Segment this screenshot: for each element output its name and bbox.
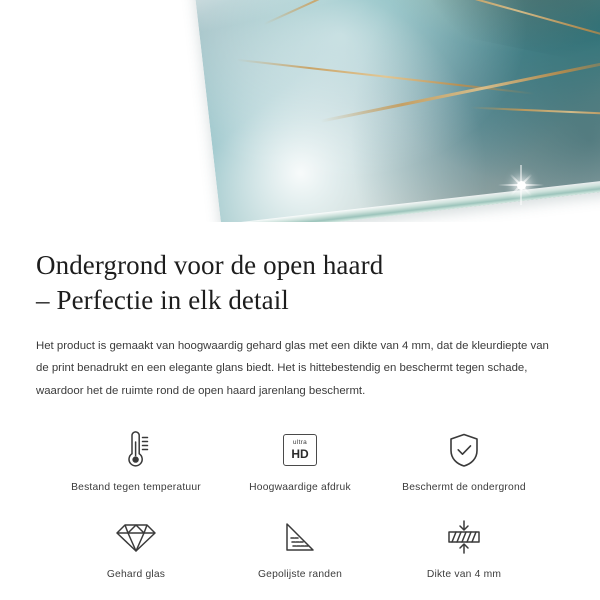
page-title-line-2: – Perfectie in elk detail bbox=[36, 284, 289, 315]
text-content bbox=[0, 222, 600, 580]
feature-item-tempered-glass bbox=[54, 515, 218, 580]
feature-label: Bestand tegen temperatuur bbox=[71, 481, 201, 493]
feature-label: Beschermt de ondergrond bbox=[402, 481, 526, 493]
gold-vein bbox=[236, 59, 534, 95]
hero-image-inner bbox=[0, 0, 600, 222]
feature-item-polished-edges bbox=[218, 515, 382, 580]
badge-top-text: ultra bbox=[292, 439, 308, 447]
glass-panel-product bbox=[173, 0, 600, 222]
gold-vein bbox=[471, 107, 600, 118]
feature-item-surface-protection bbox=[382, 428, 546, 493]
feature-item-print-quality bbox=[218, 428, 382, 493]
thickness-4mm-icon bbox=[442, 515, 486, 559]
page-title bbox=[36, 248, 564, 317]
feature-label: Hoogwaardige afdruk bbox=[249, 481, 351, 493]
feature-grid bbox=[36, 428, 564, 580]
feature-label: Gehard glas bbox=[106, 568, 166, 580]
feature-label: Gepolijste randen bbox=[257, 568, 343, 580]
diamond-icon bbox=[114, 515, 158, 559]
page-title-line-1: Ondergrond voor de open haard bbox=[36, 250, 384, 280]
feature-item-thickness bbox=[382, 515, 546, 580]
shield-check-icon bbox=[444, 428, 484, 472]
hero-image bbox=[0, 0, 600, 222]
feature-item-temperature bbox=[54, 428, 218, 493]
feature-label: Dikte van 4 mm bbox=[426, 568, 502, 580]
thermometer-icon bbox=[116, 428, 156, 472]
badge-bottom-text: HD bbox=[291, 446, 309, 461]
description-paragraph: Het product is gemaakt van hoogwaardig gehard glas met een dikte van 4 mm, dat de kleurdiepte van de print benadrukt en een elegante glans biedt. Het is hittebestendig en beschermt tegen schade, waardoor het de ruimte rond de open haard jarenlang beschermt. bbox=[36, 340, 549, 397]
ultra-hd-badge-icon bbox=[283, 428, 317, 472]
polished-edges-icon bbox=[280, 515, 320, 559]
